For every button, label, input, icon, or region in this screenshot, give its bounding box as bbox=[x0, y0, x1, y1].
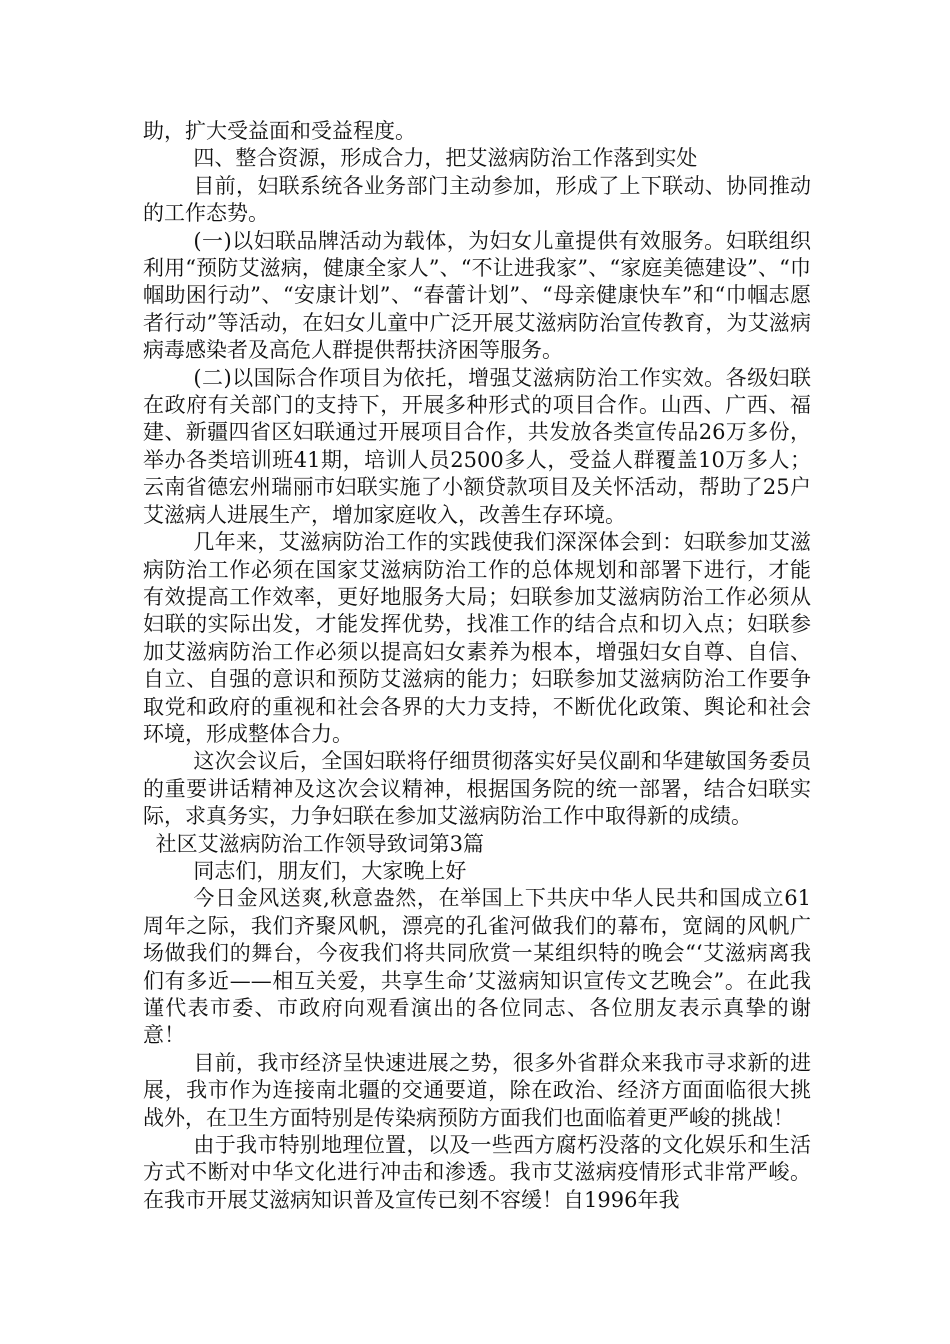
paragraph-city-challenges: 目前，我市经济呈快速进展之势，很多外省群众来我市寻求新的进展，我市作为连接南北疆的交通要道，除在政治、经济方面面临很大挑战外，在卫生方面特别是传染病预防方面我们也面临着更严峻的挑战！ bbox=[143, 1050, 811, 1130]
paragraph-continuation: 助，扩大受益面和受益程度。 bbox=[143, 119, 416, 143]
section-heading-four: 四、整合资源，形成合力，把艾滋病防治工作落到实处 bbox=[193, 146, 698, 171]
paragraph-current-status: 目前，妇联系统各业务部门主动参加，形成了上下联动、协同推动的工作态势。 bbox=[143, 173, 811, 226]
paragraph-meeting-followup: 这次会议后，全国妇联将仔细贯彻落实好吴仪副和华建敏国务委员的重要讲话精神及这次会议精神，根据国务院的统一部署，结合妇联实际，求真务实，力争妇联在参加艾滋病防治工作中取得新的成绩。 bbox=[143, 749, 811, 829]
document-body bbox=[143, 118, 811, 1214]
paragraph-epidemic-situation: 由于我市特别地理位置，以及一些西方腐朽没落的文化娱乐和生活方式不断对中华文化进行冲击和渗透。我市艾滋病疫情形式非常严峻。在我市开展艾滋病知识普及宣传已刻不容缓！自1996年我 bbox=[143, 1133, 811, 1212]
paragraph-brand-activities: (一)以妇联品牌活动为载体，为妇女儿童提供有效服务。妇联组织利用“预防艾滋病，健康全家人”、“不让进我家”、“家庭美德建设”、“巾帼助困行动”、“安康计划”、“春蕾计划”、“母亲健康快车”和“巾帼志愿者行动”等活动，在妇女儿童中广泛开展艾滋病防治宣传教育，为艾滋病病毒感染者及高危人群提供帮扶济困等服务。 bbox=[143, 228, 811, 363]
paragraph-international-cooperation: (二)以国际合作项目为依托，增强艾滋病防治工作实效。各级妇联在政府有关部门的支持下，开展多种形式的项目合作。山西、广西、福建、新疆四省区妇联通过开展项目合作，共发放各类宣传品26万多份，举办各类培训班41期，培训人员2500多人，受益人群覆盖10万多人；云南省德宏州瑞丽市妇联实施了小额贷款项目及关怀活动，帮助了25户艾滋病人进展生产，增加家庭收入，改善生存环境。 bbox=[143, 365, 811, 527]
paragraph-evening-opening: 今日金风送爽,秋意盎然，在举国上下共庆中华人民共和国成立61周年之际，我们齐聚风帆，漂亮的孔雀河做我们的幕布，宽阔的风帆广场做我们的舞台，今夜我们将共同欣赏一某组织特的晚会“‘艾滋病离我们有多近——相互关爱，共享生命’艾滋病知识宣传文艺晚会”。在此我谨代表市委、市政府向观看演出的各位同志、各位朋友表示真挚的谢意！ bbox=[143, 886, 811, 1048]
section-title-part3: 社区艾滋病防治工作领导致词第3篇 bbox=[155, 831, 484, 856]
paragraph-greeting: 同志们，朋友们，大家晚上好 bbox=[193, 858, 467, 883]
paragraph-experience-summary: 几年来，艾滋病防治工作的实践使我们深深体会到：妇联参加艾滋病防治工作必须在国家艾滋病防治工作的总体规划和部署下进行，才能有效提高工作效率，更好地服务大局；妇联参加艾滋病防治工作必须从妇联的实际出发，才能发挥优势，找准工作的结合点和切入点；妇联参加艾滋病防治工作必须以提高妇女素养为根本，增强妇女自尊、自信、自立、自强的意识和预防艾滋病的能力；妇联参加艾滋病防治工作要争取党和政府的重视和社会各界的大力支持，不断优化政策、舆论和社会环境，形成整体合力。 bbox=[143, 530, 811, 746]
